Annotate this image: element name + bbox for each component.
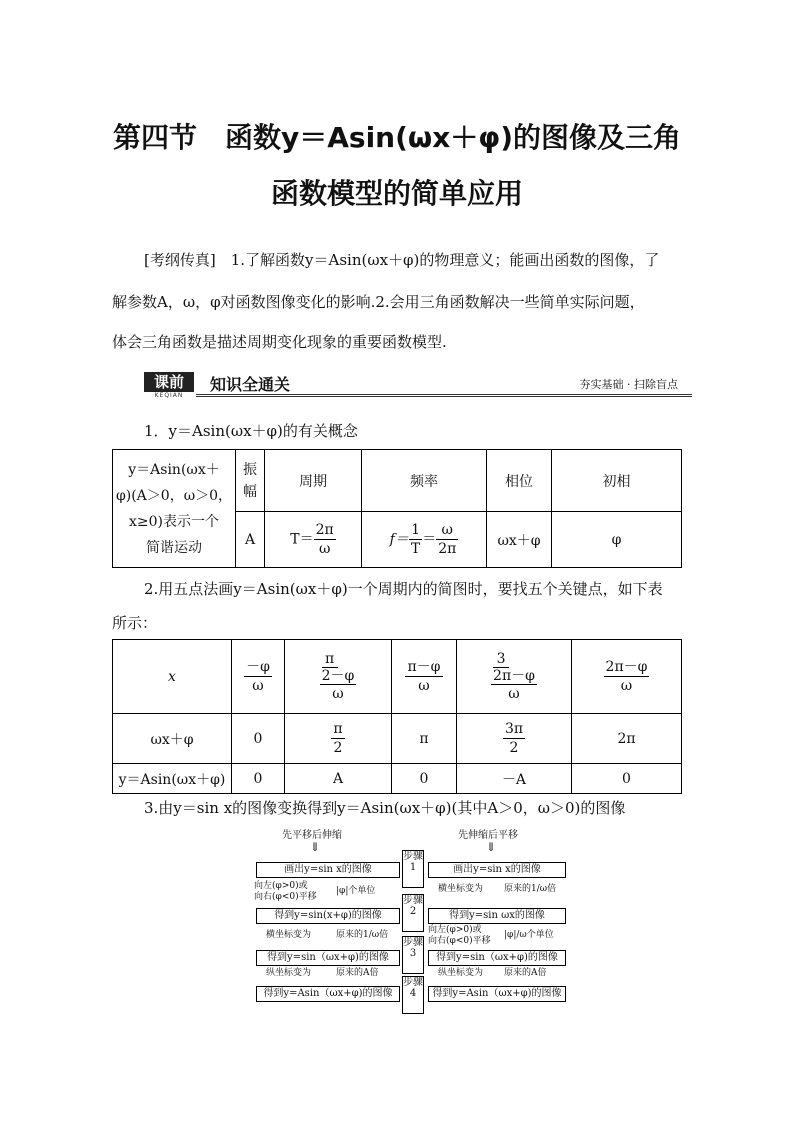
right-note-2b: 向右(φ<0)平移 (428, 936, 491, 946)
value-phase: ωx＋φ (487, 512, 552, 568)
x4-fraction (491, 651, 537, 703)
banner-rule (196, 394, 692, 397)
value-amplitude: A (236, 512, 265, 568)
p4-den: 2 (509, 740, 519, 756)
banner-right-text: 夯实基础 · 扫除盲点 (579, 378, 678, 391)
intro-line2: 解参数A，ω，φ对函数图像变化的影响.2.会用三角函数解决一些简单实际问题， (112, 293, 645, 311)
period-den: ω (318, 541, 331, 557)
step-1: 步骤1 (402, 850, 424, 888)
x1-num: －φ (246, 659, 270, 675)
left-note-2a: 横坐标变为 (266, 930, 312, 940)
p2-fraction (331, 720, 344, 757)
p2-num: π (333, 721, 343, 737)
x2-num-tail: －φ (330, 667, 355, 684)
row-phase-label: ωx＋φ (113, 714, 232, 764)
right-note-2c: |φ|/ω个单位 (504, 930, 554, 940)
x4-num-top: 3 (493, 651, 509, 668)
freq-den-1: T (410, 541, 421, 557)
left-title-arrow-icon: ⇓ (310, 840, 321, 854)
header-amplitude-2: 幅 (243, 483, 257, 500)
x1-den: ω (252, 678, 264, 694)
x1-fraction (244, 658, 272, 695)
header-amplitude (236, 450, 265, 512)
left-box-3: 得到y=sin（ωx+φ)的图像 (256, 950, 400, 966)
five-point-table (112, 639, 682, 794)
freq-num-1: 1 (409, 521, 422, 540)
banner-heading: 知识全通关 (210, 375, 291, 394)
page-title-line1: 第四节 函数y＝Asin(ωx＋φ)的图像及三角 (112, 121, 681, 154)
left-box-4: 得到y=Asin（ωx+φ)的图像 (256, 986, 400, 1002)
x2-num (320, 651, 357, 685)
concept-def-line: y＝Asin(ωx＋ (128, 461, 220, 478)
period-fraction (314, 521, 336, 558)
intro-line1: [考纲传真] 1.了解函数y＝Asin(ωx＋φ)的物理意义；能画出函数的图像，了 (144, 251, 660, 269)
x4-num-tail: π－φ (501, 667, 535, 684)
header-phase: 相位 (487, 450, 552, 512)
value-initial-phase: φ (552, 512, 682, 568)
section1-label: 1．y＝Asin(ωx＋φ)的有关概念 (144, 422, 358, 440)
x2-fraction (320, 651, 357, 703)
step-3: 步骤3 (402, 936, 424, 974)
section2-label-1: 2.用五点法画y＝Asin(ωx＋φ)一个周期内的简图时，要找五个关键点，如下表 (144, 580, 663, 598)
x4-num-mid: 2 (493, 667, 502, 684)
left-note-2b: 原来的1/ω倍 (336, 930, 389, 940)
x3-fraction (405, 658, 442, 695)
x5-fraction (604, 658, 650, 695)
p4-fraction (503, 720, 525, 757)
concept-def-cell (113, 450, 236, 568)
row-x-label: x (113, 640, 232, 714)
right-note-3a: 纵坐标变为 (438, 968, 484, 978)
y-value-3: 0 (392, 764, 457, 794)
section3-label: 3.由y＝sin x的图像变换得到y＝Asin(ωx＋φ)(其中A＞0，ω＞0)的图像 (144, 799, 626, 817)
x5-den: ω (620, 678, 633, 694)
freq-prefix: f＝ (389, 531, 409, 548)
y-value-5: 0 (572, 764, 682, 794)
section2-label-2: 所示： (112, 614, 158, 632)
p4-num: 3π (504, 721, 524, 737)
concept-table (112, 449, 682, 568)
right-title-arrow-icon: ⇓ (486, 840, 497, 854)
right-box-1: 画出y=sin x的图像 (428, 862, 566, 878)
right-box-4: 得到y=Asin（ωx+φ)的图像 (428, 986, 566, 1002)
x4-num (491, 651, 537, 685)
freq-num-2: ω (436, 521, 458, 540)
y-value-4: －A (457, 764, 572, 794)
header-amplitude-1: 振 (243, 461, 257, 478)
x-value-1 (232, 640, 285, 714)
page-title-line2: 函数模型的简单应用 (270, 177, 523, 210)
phase-value-4 (457, 714, 572, 764)
left-note-3a: 纵坐标变为 (266, 968, 312, 978)
banner-tag: 课前 (144, 372, 194, 392)
x-value-2 (285, 640, 392, 714)
row-y-label: y＝Asin(ωx＋φ) (113, 764, 232, 794)
transform-diagram (252, 826, 572, 1014)
x2-den: ω (332, 685, 344, 702)
right-title: 先伸缩后平移 (458, 830, 518, 841)
freq-fraction-1 (409, 521, 422, 558)
x5-num: 2π－φ (605, 659, 648, 675)
x2-num-top: π (322, 651, 338, 668)
header-initial-phase: 初相 (552, 450, 682, 512)
left-note-1a: 向左(φ>0)或 (254, 881, 308, 891)
x-value-3 (392, 640, 457, 714)
left-note-3b: 原来的A倍 (336, 968, 379, 978)
right-note-1b: 原来的1/ω倍 (504, 884, 557, 894)
y-value-2: A (285, 764, 392, 794)
step-4: 步骤4 (402, 976, 424, 1014)
right-box-3: 得到y=sin（ωx+φ)的图像 (428, 950, 566, 966)
left-box-2: 得到y=sin(x+φ)的图像 (256, 908, 400, 924)
x2-num-mid: 2 (321, 667, 331, 684)
header-period: 周期 (265, 450, 362, 512)
left-title: 先平移后伸缩 (282, 830, 342, 841)
intro-line3: 体会三角函数是描述周期变化现象的重要函数模型. (112, 333, 447, 351)
freq-fraction-2 (436, 521, 458, 558)
phase-value-5: 2π (572, 714, 682, 764)
phase-value-1: 0 (232, 714, 285, 764)
phase-value-3: π (392, 714, 457, 764)
concept-def-line: φ)(A＞0，ω＞0， (115, 487, 233, 504)
value-period (265, 512, 362, 568)
right-box-2: 得到y=sin ωx的图像 (428, 908, 566, 924)
value-frequency (362, 512, 487, 568)
x-value-4 (457, 640, 572, 714)
step-2: 步骤2 (402, 894, 424, 932)
left-note-1b: 向右(φ<0)平移 (254, 892, 317, 902)
concept-def-line: x≥0)表示一个 (129, 513, 219, 530)
x3-den: ω (418, 678, 430, 694)
banner-tag-sub: KEQIAN (154, 392, 184, 399)
x-value-5 (572, 640, 682, 714)
left-box-1: 画出y=sin x的图像 (256, 862, 400, 878)
header-frequency: 频率 (362, 450, 487, 512)
period-num: 2π (315, 522, 334, 538)
y-value-1: 0 (232, 764, 285, 794)
concept-def-line: 简谐运动 (146, 539, 202, 556)
right-note-2a: 向左(φ>0)或 (428, 925, 482, 935)
section-banner (144, 372, 692, 398)
freq-den-2: 2π (438, 541, 457, 557)
x4-den: ω (508, 685, 520, 702)
p2-den: 2 (333, 740, 343, 756)
freq-eq: ＝ (422, 531, 437, 548)
phase-value-2 (285, 714, 392, 764)
period-prefix: T＝ (290, 531, 314, 548)
right-note-1a: 横坐标变为 (438, 884, 484, 894)
right-note-3b: 原来的A倍 (504, 968, 547, 978)
left-note-1c: |φ|个单位 (336, 886, 376, 896)
x3-num: π－φ (407, 659, 441, 675)
